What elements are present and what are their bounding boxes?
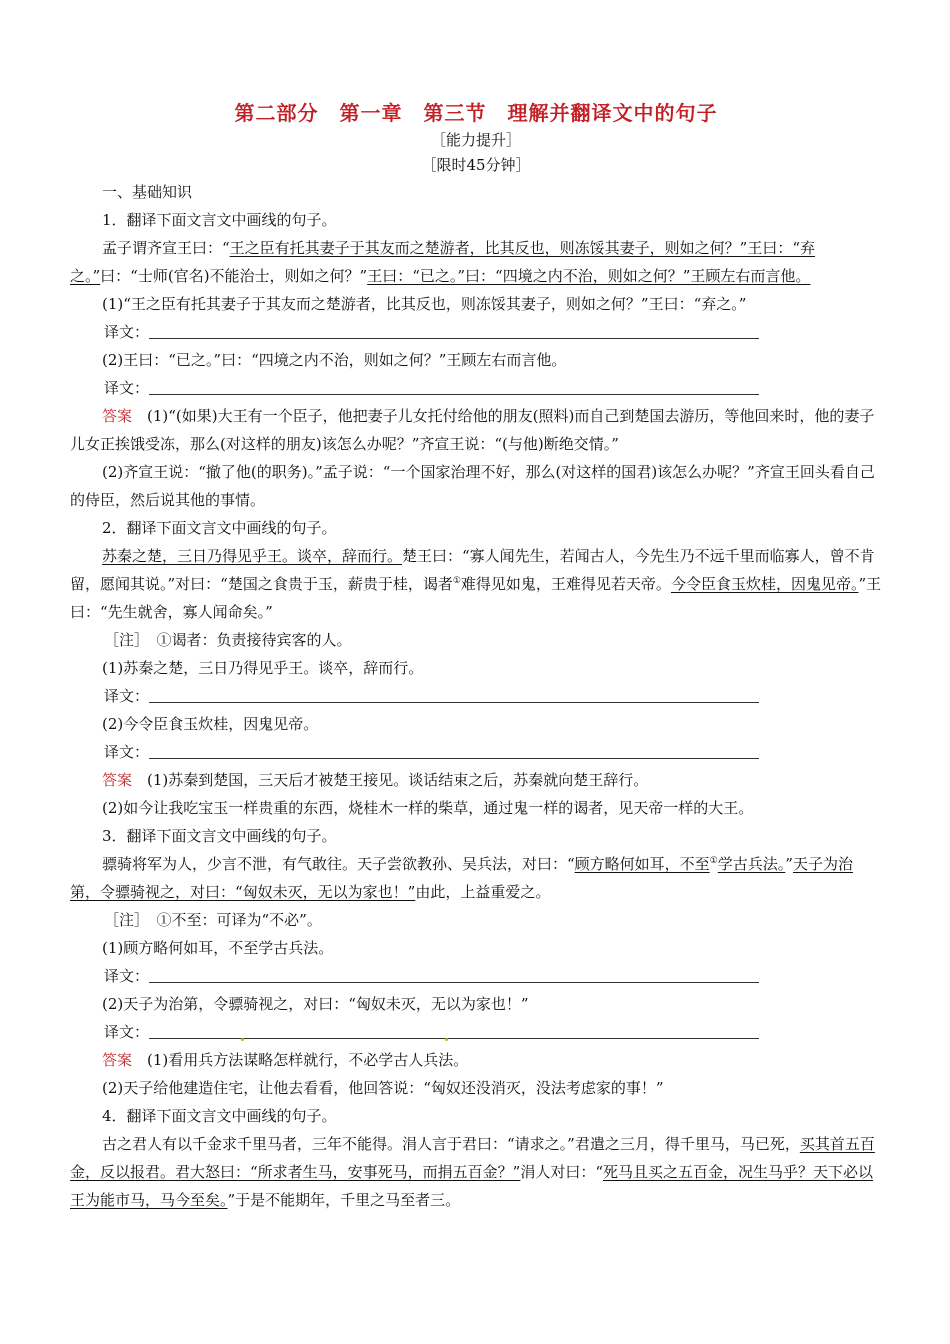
q2-answer-1 <box>70 766 882 794</box>
q3-passage-text-c: 由此，上益重爱之。 <box>415 883 551 901</box>
q2-passage-text-c: ”王曰：“先生就舍，寡人闻命矣。” <box>70 575 882 621</box>
q2-underlined-1: 苏秦之楚，三日乃得见乎王。谈卒，辞而行。 <box>102 547 403 565</box>
q1-answer-1-text: (1)“(如果)大王有一个臣子，他把妻子儿女托付给他的朋友(照料)而自己到楚国去游历，等他回来时，他的妻子儿女正挨饿受冻，那么(对这样的朋友)该怎么办呢？”齐宣王说：“(与他)断绝交情。” <box>70 407 875 453</box>
q1-prompt: 1．翻译下面文言文中画线的句子。 <box>102 211 337 229</box>
q3-underlined-1a: 顾方略何如耳，不至 <box>574 855 710 873</box>
subtitle-ability: ［能力提升］ <box>430 131 521 149</box>
q2-translation-2-blank[interactable] <box>149 741 759 759</box>
q2-translation-2-row <box>70 738 882 766</box>
q3-passage-text-b: ” <box>785 855 793 873</box>
q1-answer-2: (2)齐宣王说：“撤了他(的职务)。”孟子说：“一个国家治理不好，那么(对这样的国君)该怎么办呢？”齐宣王回头看自己的侍臣，然后说其他的事情。 <box>70 463 875 509</box>
q1-passage <box>70 234 882 290</box>
q3-note <box>70 906 882 934</box>
q3-translation-1-blank[interactable] <box>149 965 759 983</box>
q2-sentence-2: (2)今令臣食玉炊桂，因鬼见帝。 <box>102 715 319 733</box>
q1-sentence-1: (1)“王之臣有托其妻子于其友而之楚游者，比其反也，则冻馁其妻子，则如之何？”王曰：“弃之。” <box>102 295 747 313</box>
q2-passage-text-b: 难得见如鬼，王难得见若天帝。 <box>460 575 671 593</box>
q3-answer-1 <box>70 1046 882 1074</box>
q2-translation-1-blank[interactable] <box>149 685 759 703</box>
q2-underlined-2: 今令臣食玉炊桂，因鬼见帝。 <box>670 575 859 593</box>
translation-label: 译文： <box>104 743 150 761</box>
note-label: ［注］ <box>104 631 142 649</box>
translation-label: 译文： <box>104 379 150 397</box>
q2-answer-1-text: (1)苏秦到楚国，三天后才被楚王接见。谈话结束之后，苏秦就向楚王辞行。 <box>132 771 649 789</box>
q3-sentence-1: (1)顾方略何如耳，不至学古兵法。 <box>102 939 334 957</box>
section-heading: 一、基础知识 <box>102 183 193 201</box>
answer-label: 答案 <box>102 1051 133 1069</box>
q3-footnote-marker: ① <box>709 856 718 866</box>
q1-translation-1-row <box>70 318 882 346</box>
q3-passage <box>70 850 882 906</box>
q3-prompt: 3．翻译下面文言文中画线的句子。 <box>102 827 337 845</box>
answer-label: 答案 <box>102 771 133 789</box>
q1-underlined-1: 王之臣有托其妻子于其友而之楚游者，比其反也，则冻馁其妻子，则如之何？”王曰：“弃之。” <box>70 239 816 285</box>
q2-prompt: 2．翻译下面文言文中画线的句子。 <box>102 519 337 537</box>
answer-label: 答案 <box>102 407 133 425</box>
q2-footnote-marker: ① <box>452 576 461 586</box>
q2-note-text: ①谒者：负责接待宾客的人。 <box>141 631 352 649</box>
q1-passage-text-b: 曰：“士师(官名)不能治士，则如之何？” <box>100 267 368 285</box>
q3-passage-text-a: 骠骑将军为人，少言不泄，有气敢往。天子尝欲教孙、吴兵法，对曰：“ <box>102 855 575 873</box>
q4-underlined-1: 买其首五百金，反以报君。君大怒曰：“所求者生马，安事死马，而捐五百金？” <box>70 1135 875 1181</box>
mark-dot <box>445 1038 448 1041</box>
q2-sentence-1: (1)苏秦之楚，三日乃得见乎王。谈卒，辞而行。 <box>102 659 424 677</box>
page-title: 第二部分 第一章 第三节 理解并翻译文中的句子 <box>234 101 718 125</box>
q2-answer-2: (2)如今让我吃宝玉一样贵重的东西，烧桂木一样的柴草，通过鬼一样的谒者，见天帝一样的大王。 <box>102 799 754 817</box>
q1-translation-2-blank[interactable] <box>149 377 759 395</box>
q2-passage <box>70 542 882 626</box>
translation-label: 译文： <box>104 967 150 985</box>
q2-note <box>70 626 882 654</box>
q4-underlined-2: 死马且买之五百金，况生马乎？天下必以王为能市马，马今至矣。 <box>70 1163 874 1209</box>
q4-prompt: 4．翻译下面文言文中画线的句子。 <box>102 1107 337 1125</box>
q1-translation-2-row <box>70 374 882 402</box>
q3-translation-2-blank[interactable] <box>149 1021 759 1039</box>
q3-translation-1-row <box>70 962 882 990</box>
q4-passage-text-a: 古之君人有以千金求千里马者，三年不能得。涓人言于君曰：“请求之。”君遣之三月，得千里马，马已死， <box>102 1135 800 1153</box>
q3-answer-1-text: (1)看用兵方法谋略怎样就行，不必学古人兵法。 <box>132 1051 469 1069</box>
q1-translation-1-blank[interactable] <box>149 321 759 339</box>
translation-label: 译文： <box>104 687 150 705</box>
subtitle-time-limit: ［限时45分钟］ <box>421 156 531 174</box>
q3-underlined-2: 天子为治第，令骠骑视之，对曰：“匈奴未灭，无以为家也！” <box>70 855 853 901</box>
translation-label: 译文： <box>104 323 150 341</box>
q3-note-text: ①不至：可译为“不必”。 <box>141 911 322 929</box>
mark-dot <box>241 1038 244 1041</box>
q1-underlined-2: 王曰：“已之。”曰：“四境之内不治，则如之何？”王顾左右而言他。 <box>367 267 811 285</box>
translation-label: 译文： <box>104 1023 150 1041</box>
note-label: ［注］ <box>104 911 142 929</box>
q3-translation-2-row <box>70 1018 882 1046</box>
q4-passage <box>70 1130 882 1214</box>
q4-passage-text-c: ”于是不能期年，千里之马至者三。 <box>227 1191 461 1209</box>
q1-answer-1 <box>70 402 882 458</box>
q2-translation-1-row <box>70 682 882 710</box>
q3-answer-2: (2)天子给他建造住宅，让他去看看，他回答说：“匈奴还没消灭，没法考虑家的事！” <box>102 1079 664 1097</box>
q1-passage-text-a: 孟子谓齐宣王曰：“ <box>102 239 230 257</box>
q3-underlined-1b: 学古兵法。 <box>717 855 786 873</box>
q1-sentence-2: (2)王曰：“已之。”曰：“四境之内不治，则如之何？”王顾左右而言他。 <box>102 351 567 369</box>
q4-passage-text-b: 涓人对曰：“ <box>520 1163 604 1181</box>
q2-passage-text-a: 楚王曰：“寡人闻先生，若闻古人，今先生乃不远千里而临寡人，曾不肯留，愿闻其说。”对曰：“楚国之食贵于玉，薪贵于桂，谒者 <box>70 547 875 593</box>
q3-sentence-2: (2)天子为治第，令骠骑视之，对曰：“匈奴未灭，无以为家也！” <box>102 995 529 1013</box>
